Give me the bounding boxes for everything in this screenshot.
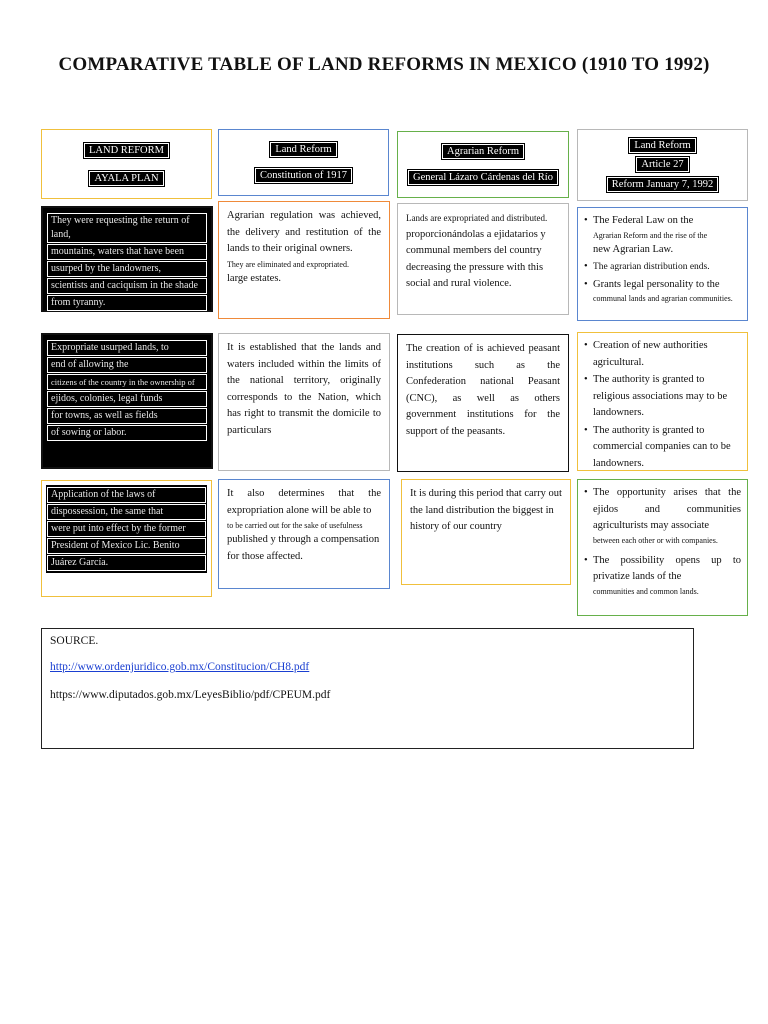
cell-ayala-row2 (41, 333, 213, 469)
list-item (584, 553, 741, 598)
header-line: General Lázaro Cárdenas del Río (407, 169, 559, 186)
cell-reform-row1 (577, 207, 748, 321)
redacted-line: President of Mexico Lic. Benito (47, 538, 206, 554)
redacted-line: of sowing or labor. (47, 425, 207, 441)
redacted-line: Application of the laws of (47, 487, 206, 503)
header-line: LAND REFORM (83, 142, 170, 159)
item-subtext: Agrarian Reform and the rise of the (593, 230, 708, 240)
list-item (584, 485, 741, 547)
header-agrarian-reform (397, 131, 569, 198)
redacted-line: were put into effect by the former (47, 521, 206, 537)
item-text: Grants legal personality to the (593, 278, 720, 290)
redacted-line: citizens of the country in the ownership of (47, 374, 207, 390)
header-ayala-plan (41, 129, 212, 199)
redacted-line: Expropriate usurped lands, to (47, 340, 207, 356)
page-title: COMPARATIVE TABLE OF LAND REFORMS IN MEXICO (1910 TO 1992) (58, 54, 710, 75)
list-item: • The authority is granted to religious associations may to be landowners. (584, 372, 741, 422)
cell-text: published y through a compensation for those affected. (227, 534, 380, 562)
cell-constitution-row1 (218, 201, 390, 319)
redacted-line: scientists and caciquism in the shade (47, 278, 207, 294)
cell-text: Agrarian regulation was achieved, the delivery and restitution of the lands to their original owners. (227, 210, 381, 254)
cell-text: It also determines that the expropriation alone will be able to (227, 488, 381, 516)
cell-constitution-row3 (218, 479, 390, 589)
cell-ayala-row3 (41, 480, 212, 597)
item-subtext: communities and common lands. (593, 586, 699, 596)
header-line: Constitution of 1917 (254, 167, 353, 184)
source-link-ordenjuridico[interactable]: http://www.ordenjuridico.gob.mx/Constitucion/CH8.pdf (50, 661, 310, 673)
header-line: Reform January 7, 1992 (606, 176, 719, 193)
item-subtext: communal lands and agrarian communities. (593, 294, 733, 303)
cell-ayala-row1 (41, 206, 213, 312)
header-reform-1992 (577, 129, 748, 201)
bullet-list (584, 485, 741, 598)
source-label: SOURCE. (50, 635, 99, 647)
redacted-line: usurped by the landowners, (47, 261, 207, 277)
cell-text: The creation of is achieved peasant institutions such as the Confederation national Peasant (CNC), as well as others government institutions for the support of the peasants. (406, 343, 560, 437)
list-item (584, 213, 741, 258)
item-text: The agrarian distribution ends. (593, 262, 710, 272)
redacted-line: end of allowing the (47, 357, 207, 373)
bullet-list (584, 213, 741, 305)
item-subtext: between each other or with companies. (593, 535, 718, 545)
item-text: The Federal Law on the (593, 215, 694, 226)
cell-constitution-row2 (218, 333, 390, 471)
header-line: Agrarian Reform (441, 143, 525, 160)
cell-text: to be carried out for the sake of usefulness (227, 521, 363, 530)
list-item: • The authority is granted to commercial companies can to be landowners. (584, 423, 741, 473)
cell-reform-row3 (577, 479, 748, 616)
redacted-line: for towns, as well as fields (47, 408, 207, 424)
cell-agrarian-row3 (401, 479, 571, 585)
bullet-list (584, 338, 741, 472)
redacted-line: They were requesting the return of land, (47, 213, 207, 243)
cell-reform-row2 (577, 332, 748, 471)
list-item (584, 277, 741, 306)
list-item (584, 259, 741, 276)
header-line: Land Reform (269, 141, 337, 158)
header-line: Land Reform (628, 137, 696, 154)
list-item: • Creation of new authorities agricultural. (584, 338, 741, 371)
cell-agrarian-row2 (397, 334, 569, 472)
cell-text: It is established that the lands and waters included within the limits of the national territory, originally corresponds to the Nation, which has right to transmit the domicile to particulars (227, 342, 381, 436)
cell-text: Lands are expropriated and distributed. (406, 213, 548, 223)
redacted-line: Juárez García. (47, 555, 206, 571)
item-text: The opportunity arises that the ejidos and communities agriculturists may associate (593, 487, 741, 531)
header-constitution-1917 (218, 129, 389, 196)
redacted-line: dispossession, the same that (47, 504, 206, 520)
header-line: AYALA PLAN (88, 170, 164, 187)
cell-text: large estates. (227, 272, 282, 284)
cell-agrarian-row1 (397, 203, 569, 315)
item-text: new Agrarian Law. (593, 243, 674, 255)
redacted-line: from tyranny. (47, 295, 207, 311)
cell-text: proporcionándolas a ejidatarios y communal members del country decreasing the pressure with this social and rural violence. (406, 228, 546, 289)
redaction-block (46, 485, 207, 573)
source-box (41, 628, 694, 749)
item-text: The possibility opens up to privatize lands of the (593, 554, 741, 582)
redacted-line: ejidos, colonies, legal funds (47, 391, 207, 407)
cell-text: They are eliminated and expropriated. (227, 259, 349, 269)
header-line: Article 27 (635, 156, 689, 173)
redacted-line: mountains, waters that have been (47, 244, 207, 260)
cell-text: It is during this period that carry out the land distribution the biggest in history of our country (410, 488, 562, 532)
source-link-diputados: https://www.diputados.gob.mx/LeyesBiblio/pdf/CPEUM.pdf (50, 689, 331, 701)
